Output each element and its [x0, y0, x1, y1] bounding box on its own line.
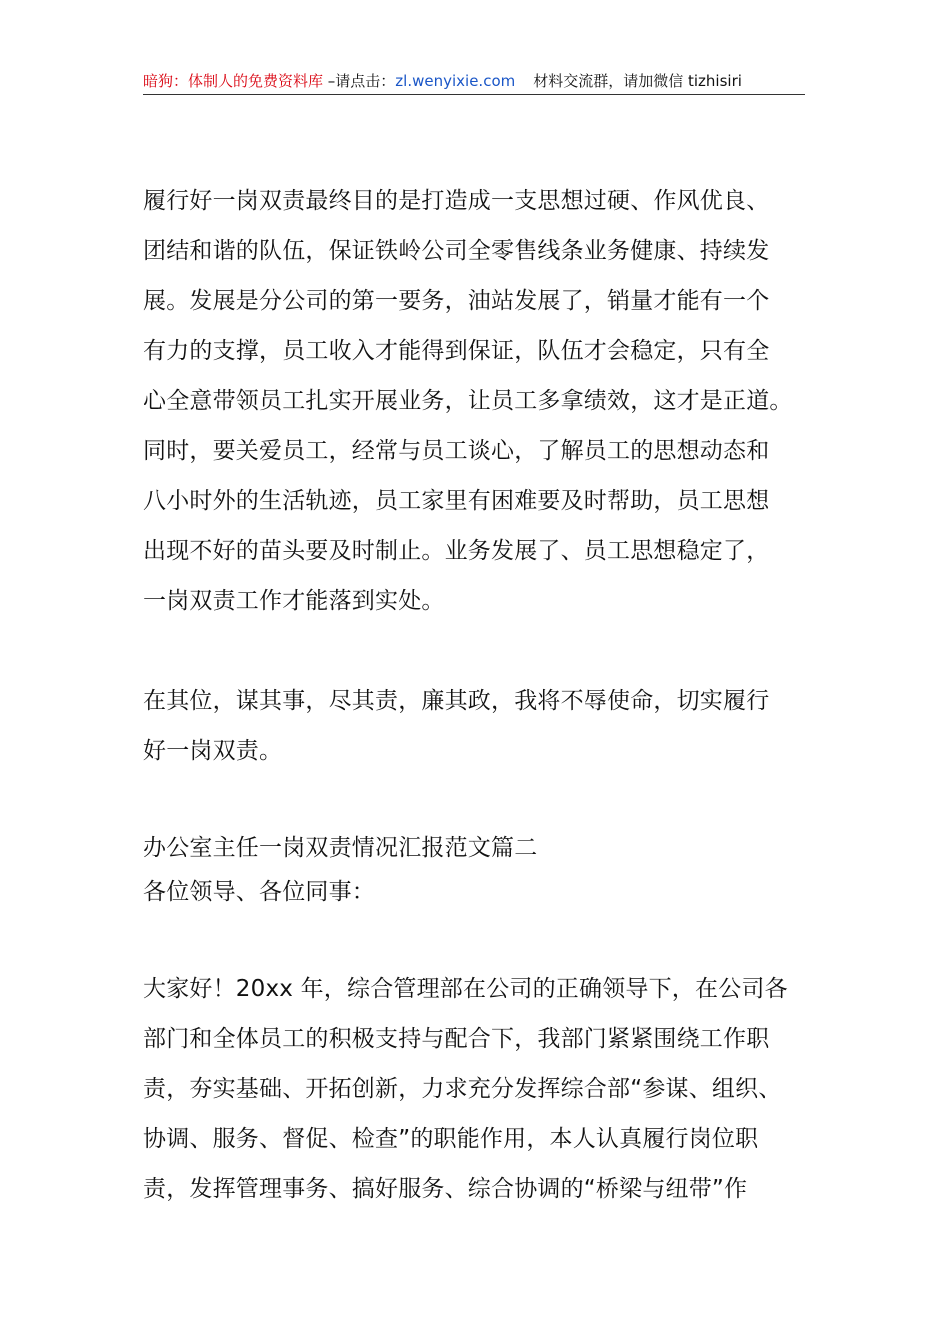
text-line: 好一岗双责。 [143, 738, 283, 764]
text-line: 心全意带领员工扎实开展业务，让员工多拿绩效，这才是正道。 [143, 388, 793, 414]
header-brand: 暗狗：体制人的免费资料库 [143, 72, 324, 90]
header-separator: –请点击： [323, 72, 396, 90]
paragraph-2 [143, 676, 813, 776]
paragraph-gap [143, 626, 813, 676]
text-line: 在其位，谋其事，尽其责，廉其政，我将不辱使命，切实履行 [143, 688, 770, 714]
text-line: 有力的支撑，员工收入才能得到保证，队伍才会稳定，只有全 [143, 338, 770, 364]
text-line: 大家好！20xx 年，综合管理部在公司的正确领导下，在公司各 [143, 976, 788, 1002]
paragraph-1 [143, 176, 813, 626]
section-title: 办公室主任一岗双责情况汇报范文篇二 [143, 835, 538, 861]
paragraph-gap [143, 776, 813, 826]
paragraph-3 [143, 964, 813, 1214]
text-line: 出现不好的苗头要及时制止。业务发展了、员工思想稳定了， [143, 538, 770, 564]
text-line: 八小时外的生活轨迹，员工家里有困难要及时帮助，员工思想 [143, 488, 770, 514]
text-line: 部门和全体员工的积极支持与配合下，我部门紧紧围绕工作职 [143, 1026, 770, 1052]
text-line: 团结和谐的队伍，保证铁岭公司全零售线条业务健康、持续发 [143, 238, 770, 264]
header-group-info: 材料交流群，请加微信 tizhisiri [533, 72, 742, 90]
header-link[interactable]: zl.wenyixie.com [395, 72, 516, 90]
text-line: 展。发展是分公司的第一要务，油站发展了，销量才能有一个 [143, 288, 770, 314]
text-line: 责，发挥管理事务、搞好服务、综合协调的“桥梁与纽带”作 [143, 1176, 748, 1202]
text-line: 协调、服务、督促、检查”的职能作用，本人认真履行岗位职 [143, 1126, 759, 1152]
text-line: 同时，要关爱员工，经常与员工谈心，了解员工的思想动态和 [143, 438, 770, 464]
page-header [143, 68, 805, 95]
salutation: 各位领导、各位同事： [143, 879, 375, 905]
document-body [143, 176, 813, 1214]
text-line: 履行好一岗双责最终目的是打造成一支思想过硬、作风优良、 [143, 188, 770, 214]
text-line: 责，夯实基础、开拓创新，力求充分发挥综合部“参谋、组织、 [143, 1076, 782, 1102]
paragraph-gap [143, 914, 813, 964]
text-line: 一岗双责工作才能落到实处。 [143, 588, 445, 614]
